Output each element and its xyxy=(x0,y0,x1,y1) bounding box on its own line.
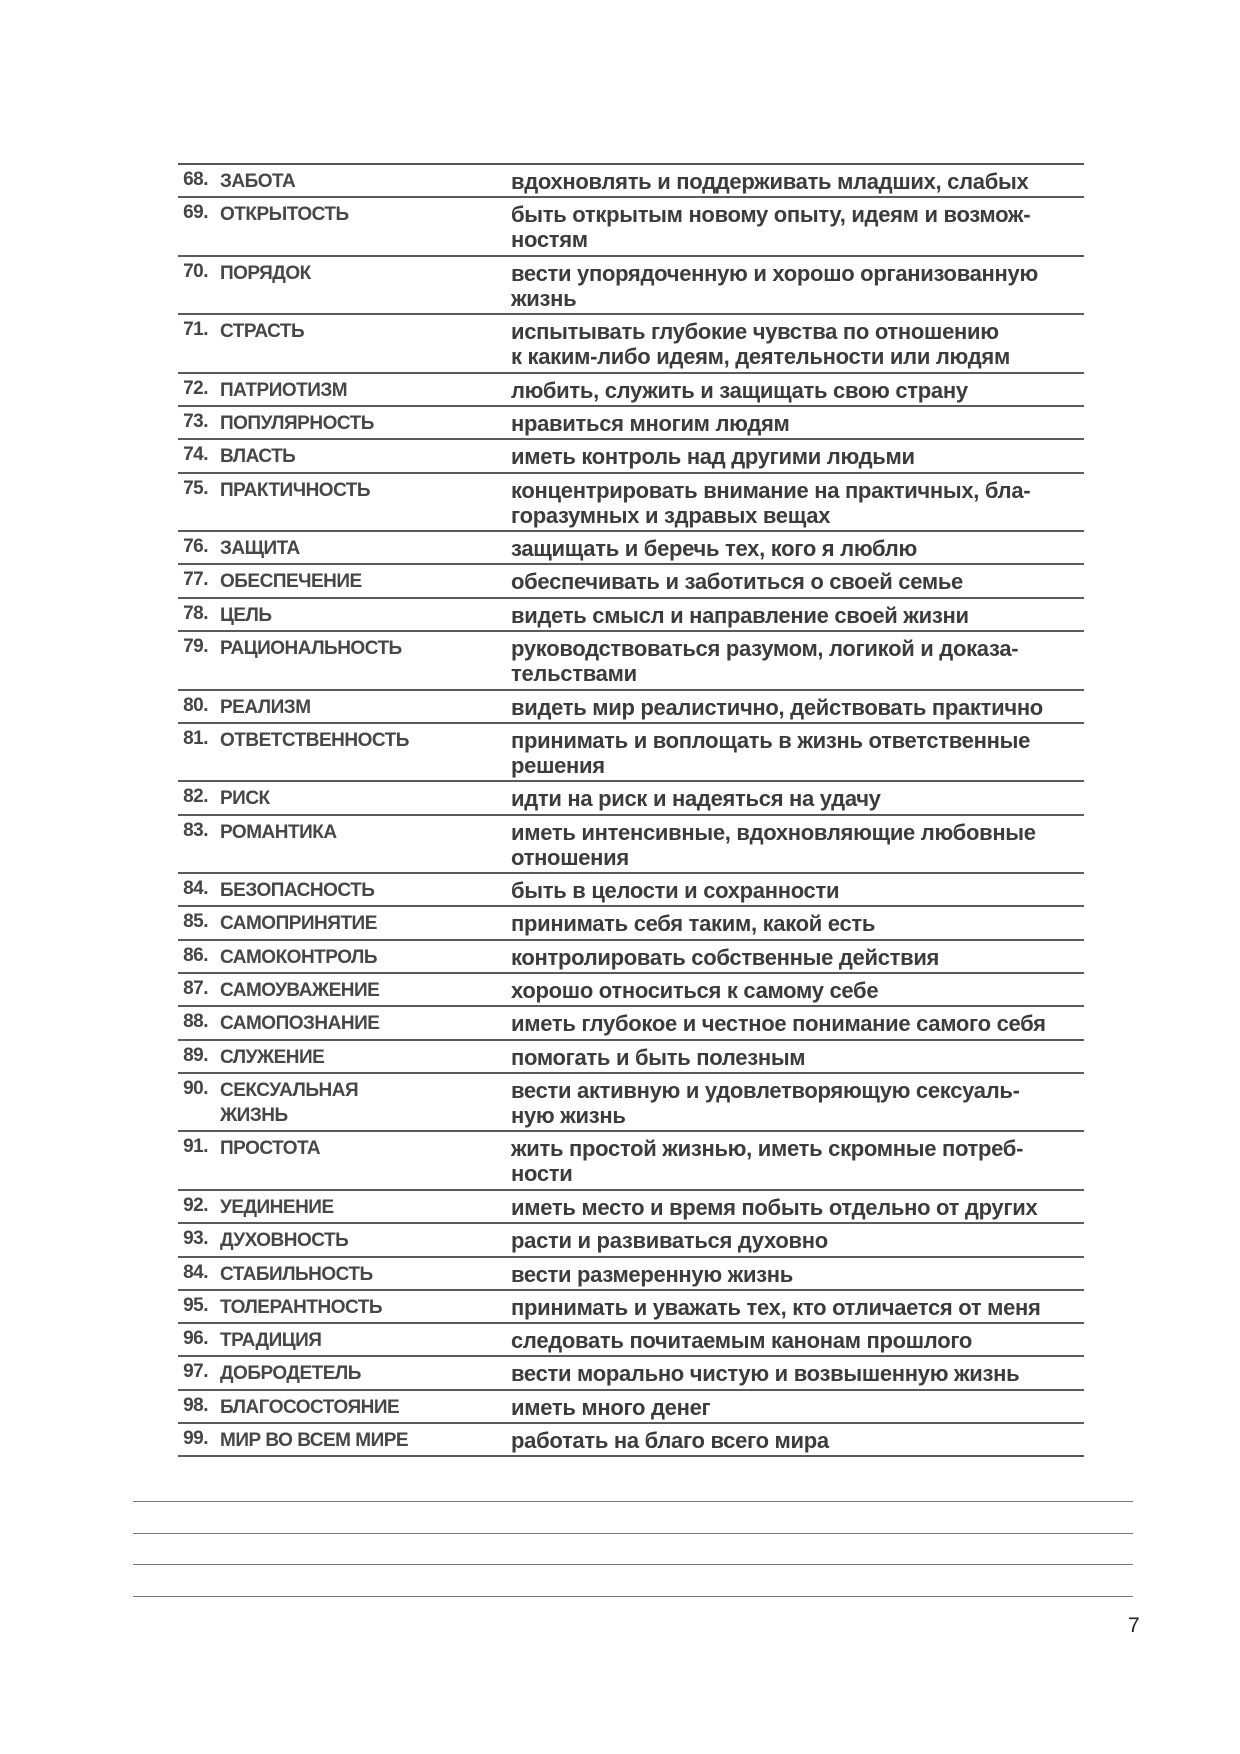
value-number: 68. xyxy=(183,169,208,190)
table-row xyxy=(178,632,1084,691)
table-row xyxy=(178,1041,1084,1074)
value-description: принимать и воплощать в жизнь ответственные решения xyxy=(511,727,1031,778)
value-description: работать на благо всего мира xyxy=(511,1428,829,1454)
value-number: 73. xyxy=(183,411,208,433)
table-row xyxy=(178,165,1084,198)
table-row xyxy=(178,1357,1084,1390)
table-row xyxy=(178,315,1084,374)
value-name: ПОПУЛЯРНОСТЬ xyxy=(220,413,374,435)
value-name: ПОРЯДОК xyxy=(220,262,311,284)
value-name: ВЛАСТЬ xyxy=(220,446,296,468)
value-number: 84. xyxy=(183,1261,208,1283)
value-number: 82. xyxy=(183,786,208,808)
value-description: принимать и уважать тех, кто отличается от меня xyxy=(511,1294,1041,1320)
value-description: быть открытым новому опыту, идеям и возмож- ностям xyxy=(511,202,1031,253)
value-number: 93. xyxy=(183,1228,208,1250)
value-name: ЦЕЛЬ xyxy=(220,604,272,626)
value-name: СЕКСУАЛЬНАЯ ЖИЗНЬ xyxy=(220,1079,359,1126)
value-name: ОТКРЫТОСТЬ xyxy=(220,204,349,226)
blank-line xyxy=(133,1595,1133,1597)
value-name: ПАТРИОТИЗМ xyxy=(220,379,348,401)
value-number: 98. xyxy=(183,1394,208,1416)
values-table xyxy=(178,163,1084,1457)
table-row xyxy=(178,565,1084,598)
value-description: принимать себя таким, какой есть xyxy=(511,911,876,937)
value-name: ТРАДИЦИЯ xyxy=(220,1330,322,1352)
value-description: хорошо относиться к самому себе xyxy=(511,978,879,1004)
value-description: расти и развиваться духовно xyxy=(511,1228,828,1254)
value-name: САМОПРИНЯТИЕ xyxy=(220,913,377,935)
value-number: 92. xyxy=(183,1194,208,1216)
value-description: обеспечивать и заботиться о своей семье xyxy=(511,569,963,595)
value-name: САМОКОНТРОЛЬ xyxy=(220,946,377,968)
table-row xyxy=(178,1132,1084,1191)
table-row xyxy=(178,198,1084,257)
blank-writing-lines xyxy=(133,1500,1133,1626)
value-number: 78. xyxy=(183,602,208,624)
blank-line xyxy=(133,1532,1133,1534)
value-number: 99. xyxy=(183,1428,208,1450)
value-number: 70. xyxy=(183,260,208,282)
value-name: САМОУВАЖЕНИЕ xyxy=(220,980,380,1002)
value-description: иметь глубокое и честное понимание самого себя xyxy=(511,1011,1046,1037)
value-name: ПРОСТОТА xyxy=(220,1138,321,1160)
value-name: УЕДИНЕНИЕ xyxy=(220,1196,334,1218)
table-row xyxy=(178,724,1084,783)
value-name: ЗАБОТА xyxy=(220,171,296,192)
value-number: 80. xyxy=(183,694,208,716)
table-row xyxy=(178,374,1084,407)
blank-line xyxy=(133,1563,1133,1565)
value-number: 97. xyxy=(183,1361,208,1383)
value-name: ТОЛЕРАНТНОСТЬ xyxy=(220,1296,383,1318)
value-name: РЕАЛИЗМ xyxy=(220,696,311,718)
value-description: испытывать глубокие чувства по отношению к каким-либо идеям, деятельности или людям xyxy=(511,319,1010,370)
value-description: видеть мир реалистично, действовать практично xyxy=(511,694,1043,720)
value-name: ДУХОВНОСТЬ xyxy=(220,1230,349,1252)
value-description: вдохновлять и поддерживать младших, слабых xyxy=(511,169,1029,194)
table-row xyxy=(178,1324,1084,1357)
value-description: быть в целости и сохранности xyxy=(511,878,840,904)
table-row xyxy=(178,874,1084,907)
table-row xyxy=(178,782,1084,815)
value-name: БЛАГОСОСТОЯНИЕ xyxy=(220,1396,400,1418)
value-number: 74. xyxy=(183,444,208,466)
value-number: 79. xyxy=(183,636,208,658)
value-number: 89. xyxy=(183,1044,208,1066)
value-name: СТАБИЛЬНОСТЬ xyxy=(220,1263,373,1285)
value-description: руководствоваться разумом, логикой и доказа- тельствами xyxy=(511,636,1019,687)
value-description: жить простой жизнью, иметь скромные потреб- ности xyxy=(511,1136,1024,1187)
value-number: 86. xyxy=(183,944,208,966)
value-description: любить, служить и защищать свою страну xyxy=(511,377,968,403)
value-number: 69. xyxy=(183,202,208,224)
value-description: вести активную и удовлетворяющую сексуаль- ную жизнь xyxy=(511,1077,1020,1128)
value-description: концентрировать внимание на практичных, бла- горазумных и здравых вещах xyxy=(511,477,1031,528)
table-row xyxy=(178,1424,1084,1457)
table-row xyxy=(178,1224,1084,1257)
value-number: 91. xyxy=(183,1136,208,1158)
table-row xyxy=(178,474,1084,533)
table-row xyxy=(178,1191,1084,1224)
value-number: 81. xyxy=(183,727,208,749)
value-name: МИР ВО ВСЕМ МИРЕ xyxy=(220,1430,409,1452)
value-name: ОТВЕТСТВЕННОСТЬ xyxy=(220,729,409,751)
table-row xyxy=(178,1291,1084,1324)
value-description: защищать и беречь тех, кого я люблю xyxy=(511,536,917,562)
table-row xyxy=(178,974,1084,1007)
value-description: видеть смысл и направление своей жизни xyxy=(511,602,969,628)
value-description: вести упорядоченную и хорошо организованную жизнь xyxy=(511,260,1038,311)
value-number: 96. xyxy=(183,1328,208,1350)
table-row xyxy=(178,532,1084,565)
value-description: нравиться многим людям xyxy=(511,411,790,437)
value-name: РИСК xyxy=(220,788,270,810)
blank-line xyxy=(133,1500,1133,1502)
value-description: иметь много денег xyxy=(511,1394,711,1420)
value-number: 72. xyxy=(183,377,208,399)
value-name: ПРАКТИЧНОСТЬ xyxy=(220,479,371,501)
value-name: РОМАНТИКА xyxy=(220,821,337,843)
value-description: вести размеренную жизнь xyxy=(511,1261,794,1287)
value-description: следовать почитаемым канонам прошлого xyxy=(511,1328,973,1354)
table-row xyxy=(178,1074,1084,1133)
value-description: иметь место и время побыть отдельно от других xyxy=(511,1194,1038,1220)
table-row xyxy=(178,257,1084,316)
value-name: ОБЕСПЕЧЕНИЕ xyxy=(220,571,362,593)
value-description: вести морально чистую и возвышенную жизнь xyxy=(511,1361,1020,1387)
value-name: САМОПОЗНАНИЕ xyxy=(220,1013,380,1035)
value-number: 90. xyxy=(183,1077,208,1099)
table-row xyxy=(178,407,1084,440)
value-number: 75. xyxy=(183,477,208,499)
table-row xyxy=(178,1007,1084,1040)
table-row xyxy=(178,816,1084,875)
value-name: СЛУЖЕНИЕ xyxy=(220,1046,325,1068)
table-row xyxy=(178,1391,1084,1424)
value-description: иметь интенсивные, вдохновляющие любовные отношения xyxy=(511,819,1036,870)
value-description: помогать и быть полезным xyxy=(511,1044,806,1070)
value-number: 87. xyxy=(183,978,208,1000)
value-number: 71. xyxy=(183,319,208,341)
value-number: 85. xyxy=(183,911,208,933)
value-number: 76. xyxy=(183,536,208,558)
value-name: БЕЗОПАСНОСТЬ xyxy=(220,880,375,902)
table-row xyxy=(178,691,1084,724)
table-row xyxy=(178,440,1084,473)
value-number: 88. xyxy=(183,1011,208,1033)
table-row xyxy=(178,907,1084,940)
value-number: 77. xyxy=(183,569,208,591)
value-description: иметь контроль над другими людьми xyxy=(511,444,915,470)
table-row xyxy=(178,941,1084,974)
table-row xyxy=(178,599,1084,632)
value-name: ДОБРОДЕТЕЛЬ xyxy=(220,1363,361,1385)
value-number: 84. xyxy=(183,878,208,900)
value-number: 83. xyxy=(183,819,208,841)
page-number: 7 xyxy=(1128,1614,1140,1637)
value-number: 95. xyxy=(183,1294,208,1316)
value-name: ЗАЩИТА xyxy=(220,538,300,560)
value-name: РАЦИОНАЛЬНОСТЬ xyxy=(220,638,402,660)
value-description: идти на риск и надеяться на удачу xyxy=(511,786,881,812)
value-description: контролировать собственные действия xyxy=(511,944,940,970)
value-name: СТРАСТЬ xyxy=(220,321,305,343)
table-row xyxy=(178,1258,1084,1291)
